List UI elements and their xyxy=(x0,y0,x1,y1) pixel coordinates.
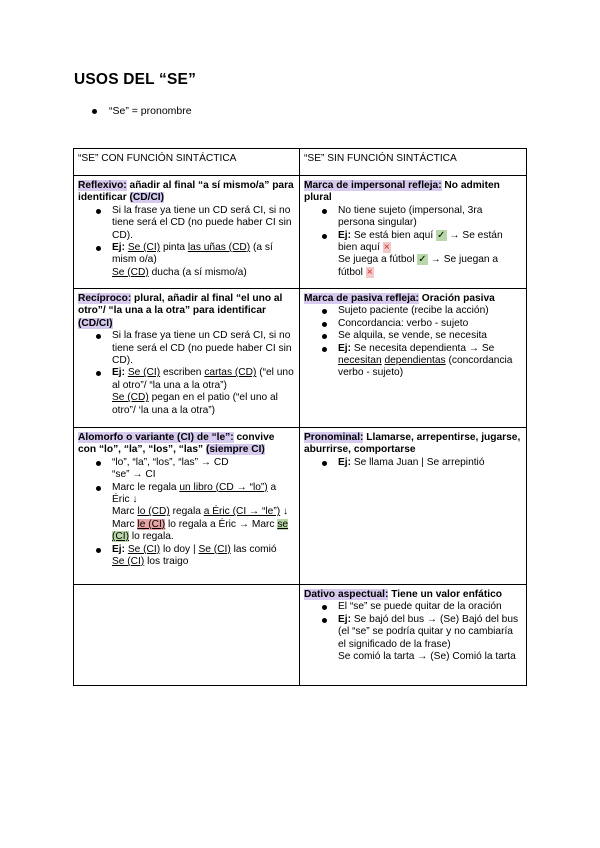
cell-alomorfo xyxy=(74,428,300,585)
list-item: Ej: Se está bien aquí ✓ → Se están bien aquí × Se juega a fútbol ✓ → Se juegan a fútbol × xyxy=(338,230,522,280)
list-item: Sujeto paciente (recibe la acción) xyxy=(338,305,522,317)
cross-icon: × xyxy=(383,242,390,254)
reciproco-heading: Recíproco: plural, añadir al final “el uno al otro”/ “la una a la otra” para identificar (CD/CI) xyxy=(78,293,283,329)
list-item: Se alquila, se vende, se necesita xyxy=(338,330,522,342)
intro-bullet xyxy=(92,105,192,117)
cell-reflexivo xyxy=(74,176,300,289)
impersonal-list xyxy=(304,205,522,279)
list-item: Ej: Se (CI) lo doy | Se (CI) las comió Se (CI) los traigo xyxy=(112,544,295,569)
table-header-row xyxy=(74,149,527,176)
list-item: Ej: Se llama Juan | Se arrepintió xyxy=(338,457,522,469)
pasiva-list xyxy=(304,305,522,379)
table-row xyxy=(74,289,527,428)
list-item: Ej: Se necesita dependienta → Se necesitan dependientas (concordancia verbo - sujeto) xyxy=(338,343,522,380)
cross-icon: × xyxy=(366,266,373,278)
cell-reciproco xyxy=(74,289,300,428)
header-right: “SE” SIN FUNCIÓN SINTÁCTICA xyxy=(300,149,527,176)
list-item: Ej: Se (CI) pinta las uñas (CD) (a sí mism o/a) Se (CD) ducha (a sí mismo/a) xyxy=(112,242,295,279)
list-item: Si la frase ya tiene un CD será CI, si no tiene será el CD (no puede haber CI sin CD). xyxy=(112,205,295,242)
list-item: Concordancia: verbo - sujeto xyxy=(338,318,522,330)
alomorfo-list xyxy=(78,457,295,569)
table-row xyxy=(74,176,527,289)
table-row xyxy=(74,428,527,585)
list-item: No tiene sujeto (impersonal, 3ra persona singular) xyxy=(338,205,522,230)
bullet-dot xyxy=(92,109,97,114)
dativo-list xyxy=(304,601,522,663)
header-left: “SE” CON FUNCIÓN SINTÁCTICA xyxy=(74,149,300,176)
cell-pasiva xyxy=(300,289,527,428)
cell-empty xyxy=(74,585,300,686)
pronominal-list xyxy=(304,457,522,469)
list-item: Marc le regala un libro (CD → “lo”) a Éric ↓ Marc lo (CD) regala a Éric (CI → “le”) ↓ Marc le (CI) lo regala a Éric → Marc se (CI) lo regala. xyxy=(112,482,295,544)
alomorfo-heading: Alomorfo o variante (CI) de “le”: convive con “lo”, “la”, “los”, “las” (siempre CI) xyxy=(78,432,275,456)
pronominal-heading: Pronominal: Llamarse, arrepentirse, jugarse, aburrirse, comportarse xyxy=(304,432,521,456)
se-uses-table xyxy=(73,148,527,686)
list-item: “lo”, “la”, “los”, “las” → CD “se” → CI xyxy=(112,457,295,482)
page-title: USOS DEL “SE” xyxy=(74,71,197,88)
impersonal-heading: Marca de impersonal refleja: No admiten plural xyxy=(304,180,500,204)
check-icon: ✓ xyxy=(418,254,427,266)
reciproco-list xyxy=(78,330,295,417)
list-item: Ej: Se (CI) escriben cartas (CD) (“el uno al otro”/ “la una a la otra”) Se (CD) pegan en el patio (“el uno al otro”/ ‘la una a la otra”) xyxy=(112,367,294,416)
dativo-heading: Dativo aspectual: Tiene un valor enfático xyxy=(304,589,502,600)
list-item: El “se” se puede quitar de la oración xyxy=(338,601,522,613)
cell-pronominal xyxy=(300,428,527,585)
pasiva-heading: Marca de pasiva refleja: Oración pasiva xyxy=(304,293,495,304)
list-item: Ej: Se bajó del bus → (Se) Bajó del bus (el “se” se podría quitar y no cambiaría el significado de la frase) Se comió la tarta → (Se) Comió la tarta xyxy=(338,614,522,664)
table-row xyxy=(74,585,527,686)
list-item: Si la frase ya tiene un CD será CI, si no tiene será el CD (no puede haber CI sin CD). xyxy=(112,330,295,367)
reflexivo-list xyxy=(78,205,295,279)
cell-dativo xyxy=(300,585,527,686)
cell-impersonal xyxy=(300,176,527,289)
intro-text: “Se” = pronombre xyxy=(109,105,192,117)
check-icon: ✓ xyxy=(437,229,446,241)
reflexivo-heading: Reflexivo: añadir al final “a sí mismo/a” para identificar (CD/CI) xyxy=(78,180,294,204)
